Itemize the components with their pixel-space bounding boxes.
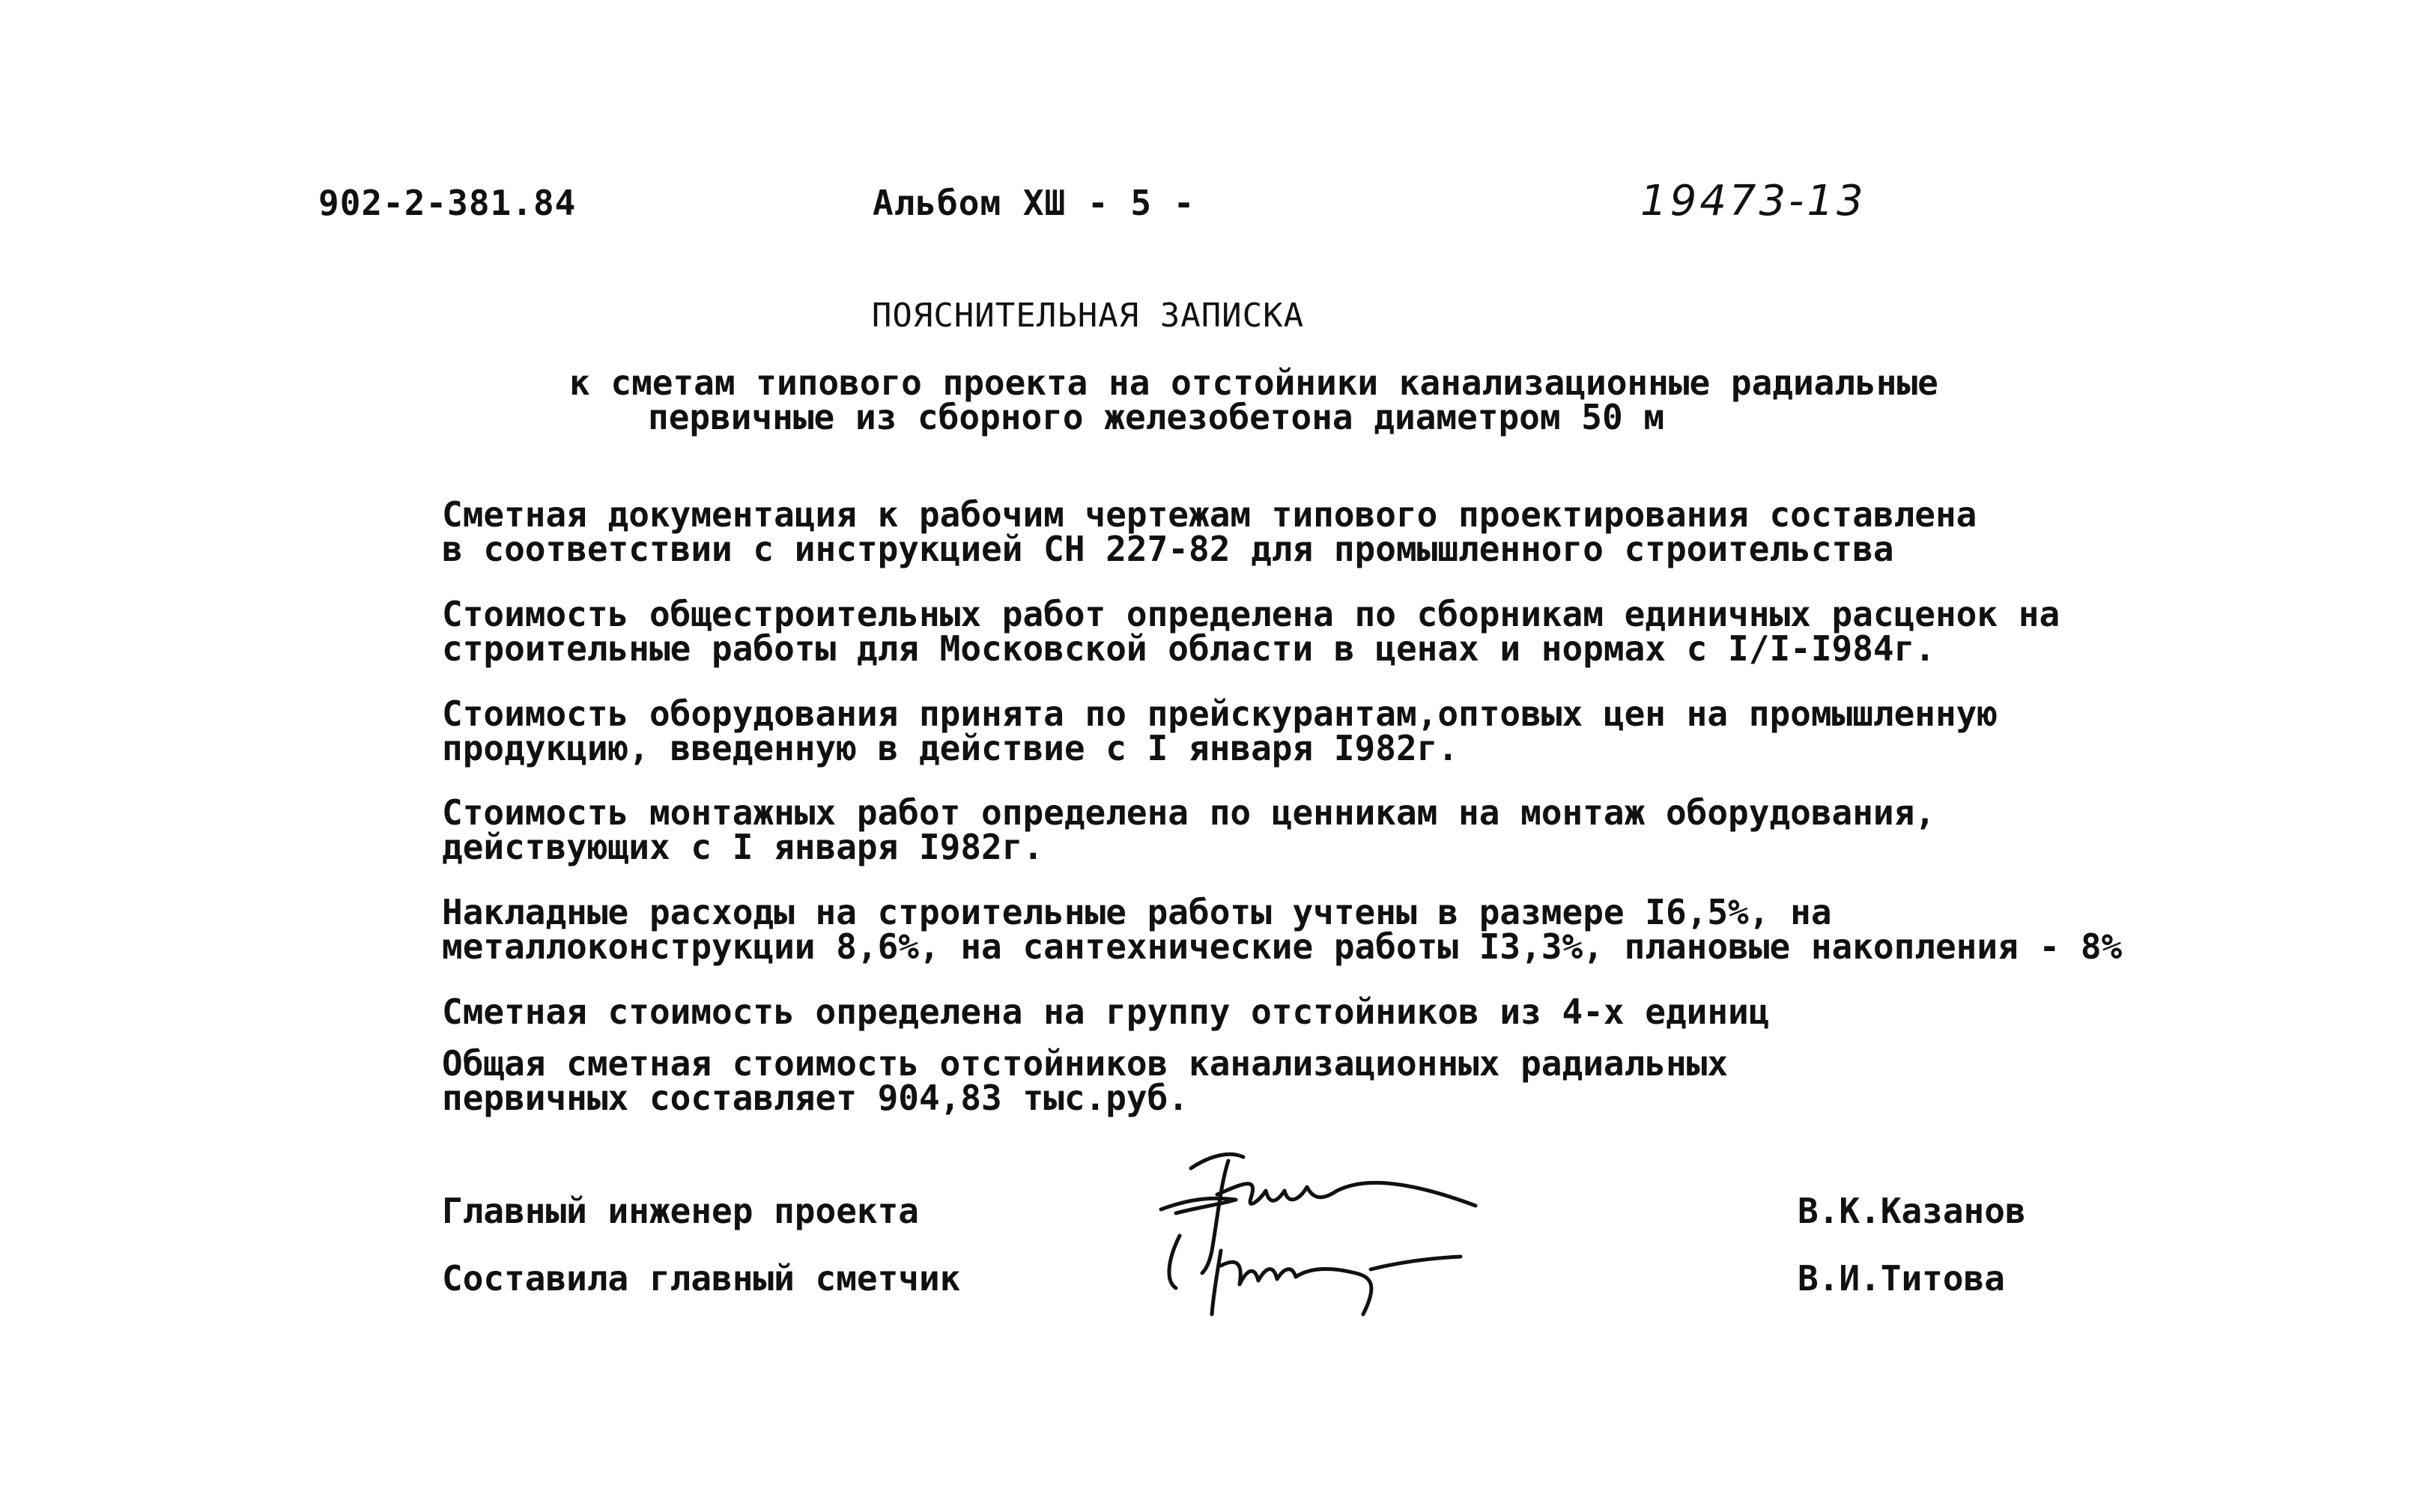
signatory-name-estimator: В.И.Титова [1798,1258,2005,1299]
paragraph-line: металлоконструкции 8,6%, на сантехнические работы I3,3%, плановые накопления - 8% [442,926,2123,967]
signatory-role-chief-engineer: Главный инженер проекта [442,1191,919,1231]
album-page-label: Альбом XШ - 5 - [873,183,1195,223]
paragraph-line: Общая сметная стоимость отстойников канализационных радиальных [442,1043,1729,1084]
paragraph-line: первичных составляет 904,83 тыс.руб. [442,1078,1189,1118]
paragraph-line: Стоимость монтажных работ определена по ценникам на монтаж оборудования, [442,792,1935,833]
paragraph-overhead [442,892,2123,967]
signature-stroke [1212,1251,1221,1314]
document-title: ПОЯСНИТЕЛЬНАЯ ЗАПИСКА [871,297,1305,335]
paragraph-line: действующих с I января I982г. [442,827,1044,867]
paragraph-line: продукцию, введенную в действие с I января I982г. [442,728,1459,768]
paragraph-equipment-cost [442,693,1998,768]
paragraph-total-cost [442,1043,1729,1118]
signature-stroke [1371,1257,1461,1269]
paragraph-documentation [442,494,1977,569]
signature-stroke [1202,1161,1228,1273]
handwritten-signatures [1146,1138,1520,1333]
paragraph-line: строительные работы для Московской области в ценах и нормах с I/I-I984г. [442,628,1935,669]
paragraph-construction-cost [442,594,2060,669]
paragraph-installation-cost [442,792,1935,867]
handwritten-doc-number: 19473-13 [1640,177,1866,225]
paragraph-line: Сметная стоимость определена на группу отстойников из 4-х единиц [442,992,1770,1032]
signatory-role-estimator: Составила главный сметчик [442,1258,961,1299]
document-code: 902-2-381.84 [318,183,577,223]
paragraph-line: Накладные расходы на строительные работы учтены в размере I6,5%, на [442,892,1832,932]
signature-stroke [1169,1236,1180,1288]
signature-stroke [1217,1182,1476,1206]
paragraph-line: Стоимость оборудования принята по прейскурантам,оптовых цен на промышленную [442,693,1998,734]
paragraph-line: Стоимость общестроительных работ определена по сборникам единичных расценок на [442,594,2060,634]
signature-stroke [1191,1154,1243,1168]
signature-stroke [1161,1198,1236,1213]
signature-stroke [1221,1262,1371,1314]
paragraph-group-estimate [442,992,1770,1032]
subtitle-line-1: к сметам типового проекта на отстойники канализационные радиальные [569,362,1938,403]
subtitle-line-2: первичные из сборного железобетона диаметром 50 м [648,397,1665,437]
paragraph-line: Сметная документация к рабочим чертежам типового проектирования составлена [442,494,1977,535]
paragraph-line: в соответствии с инструкцией СН 227-82 для промышленного строительства [442,529,1894,569]
signatory-name-chief-engineer: В.К.Казанов [1798,1191,2026,1231]
